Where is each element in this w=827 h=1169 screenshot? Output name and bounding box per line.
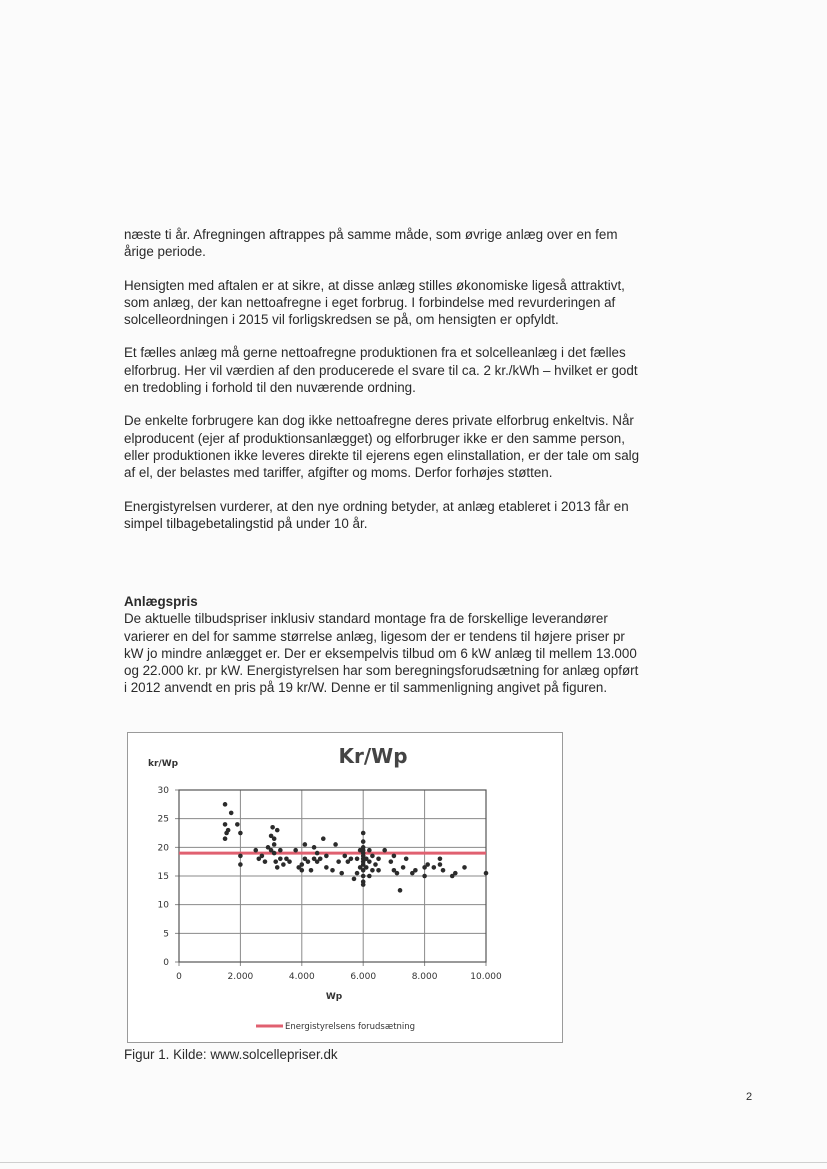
data-point [413, 868, 418, 873]
x-axis-label: Wp [325, 992, 343, 1002]
data-point [238, 862, 243, 867]
data-point [395, 871, 400, 876]
page-bottom-edge [0, 1162, 827, 1163]
data-point [263, 859, 268, 864]
body-text-top [124, 226, 644, 548]
paragraph-5: Energistyrelsen vurderer, at den nye ordning betyder, at anlæg etableret i 2013 får en simpel tilbagebetalingstid på under 10 år. [124, 498, 629, 531]
data-point [253, 848, 258, 853]
data-point [275, 828, 280, 833]
data-point [238, 854, 243, 859]
chart-title: Kr/Wp [338, 744, 408, 768]
data-point [361, 874, 366, 879]
x-tick-label: 0 [176, 972, 182, 982]
data-point [287, 859, 292, 864]
data-point [315, 851, 320, 856]
data-point [300, 868, 305, 873]
data-point [260, 854, 265, 859]
data-point [342, 854, 347, 859]
y-tick-label: 10 [157, 900, 169, 911]
data-point [273, 859, 278, 864]
section-anlaegspris [124, 593, 644, 697]
data-point [404, 857, 409, 862]
data-point [272, 836, 277, 841]
data-point [382, 848, 387, 853]
data-point [361, 839, 366, 844]
section-heading: Anlægspris [124, 594, 198, 609]
data-point [484, 871, 489, 876]
y-tick-label: 25 [157, 814, 169, 825]
data-point [275, 865, 280, 870]
paragraph-1: næste ti år. Afregningen aftrappes på samme måde, som øvrige anlæg over en fem årige periode. [124, 227, 618, 260]
data-point [330, 868, 335, 873]
data-point [392, 854, 397, 859]
chart-legend [256, 1022, 415, 1032]
data-point [373, 862, 378, 867]
data-point [312, 845, 317, 850]
x-tick-label: 10.000 [470, 972, 502, 982]
scatter-chart [128, 733, 564, 1044]
data-point [324, 865, 329, 870]
data-point [324, 854, 329, 859]
data-point [300, 862, 305, 867]
data-point [303, 842, 308, 847]
data-point [398, 888, 403, 893]
data-point [318, 857, 323, 862]
y-tick-label: 15 [157, 872, 169, 882]
data-point [355, 871, 360, 876]
data-point [238, 831, 243, 836]
data-point [306, 859, 311, 864]
x-tick-label: 6.000 [350, 972, 377, 982]
data-point [349, 857, 354, 862]
data-point [370, 854, 375, 859]
y-tick-label: 5 [163, 929, 169, 940]
data-point [376, 868, 381, 873]
data-point [333, 842, 338, 847]
data-point [438, 857, 443, 862]
data-point [336, 859, 341, 864]
data-point [355, 857, 360, 862]
y-axis-label: kr/Wp [148, 759, 179, 769]
data-point [367, 859, 372, 864]
y-tick-label: 0 [163, 958, 169, 968]
data-point [370, 868, 375, 873]
x-tick-label: 2.000 [227, 972, 254, 982]
y-tick-label: 30 [157, 786, 169, 796]
x-tick-label: 8.000 [411, 972, 438, 982]
section-text: De aktuelle tilbudspriser inklusiv standard montage fra de forskellige leverandører varierer en del for samme størrelse anlæg, ligesom der er tendens til højere priser pr kW jo mindre anlægget er. Der er eksempelvis tilbud om 6 kW anlæg til mellem 13.000 og 22.000 kr. pr kW. Energistyrelsen har som beregningsforudsætning for anlæg opført i 2012 anvendt en pris på 19 kr/W. Denne er til sammenligning angivet på figuren. [124, 611, 639, 696]
data-point [272, 851, 277, 856]
data-point [321, 836, 326, 841]
data-point [367, 874, 372, 879]
data-point [361, 845, 366, 850]
data-point [223, 836, 228, 841]
data-point [367, 848, 372, 853]
data-point [441, 868, 446, 873]
data-point [293, 848, 298, 853]
data-point [364, 865, 369, 870]
paragraph-2: Hensigten med aftalen er at sikre, at disse anlæg stilles økonomiske ligeså attraktivt, som anlæg, der kan nettoafregne i eget forbrug. I forbindelse med revurderingen af solcelleordningen i 2015 vil forligskredsen se på, om hensigten er opfyldt. [124, 277, 625, 328]
data-point [352, 877, 357, 882]
data-point [229, 811, 234, 816]
data-point [278, 857, 283, 862]
data-point [309, 868, 314, 873]
data-point [272, 842, 277, 847]
data-point [226, 828, 231, 833]
data-point [235, 822, 240, 827]
figure-frame [127, 732, 563, 1043]
legend-label: Energistyrelsens forudsætning [285, 1022, 416, 1032]
data-point [281, 862, 286, 867]
data-point [453, 871, 458, 876]
data-point [270, 825, 275, 830]
data-point [401, 865, 406, 870]
data-point [438, 862, 443, 867]
data-point [422, 874, 427, 879]
data-point [361, 879, 366, 884]
figure-caption: Figur 1. Kilde: www.solcellepriser.dk [124, 1047, 338, 1062]
data-point [462, 865, 467, 870]
y-tick-label: 20 [157, 843, 169, 854]
data-point [432, 865, 437, 870]
data-point [376, 857, 381, 862]
x-tick-label: 4.000 [288, 972, 315, 982]
data-point [425, 862, 430, 867]
data-point [389, 859, 394, 864]
paragraph-4: De enkelte forbrugere kan dog ikke nettoafregne deres private elforbrug enkeltvis. Når elproducent (ejer af produktionsanlægget) og elforbruger ikke er den samme person, eller produktionen ikke leveres direkte til ejerens egen elinstallation, er der tale om salg af el, der belastes med tariffer, afgifter og moms. Derfor forhøjes støtten. [124, 413, 640, 481]
page-number: 2 [746, 1091, 753, 1103]
paragraph-3: Et fælles anlæg må gerne nettoafregne produktionen fra et solcelleanlæg i det fælles elforbrug. Her vil værdien af den producerede el svare til ca. 2 kr./kWh – hvilket er godt en tredobling i forhold til den nuværende ordning. [124, 345, 638, 396]
data-point [339, 871, 344, 876]
data-point [223, 802, 228, 807]
data-point [361, 831, 366, 836]
data-point [278, 848, 283, 853]
data-point [223, 822, 228, 827]
